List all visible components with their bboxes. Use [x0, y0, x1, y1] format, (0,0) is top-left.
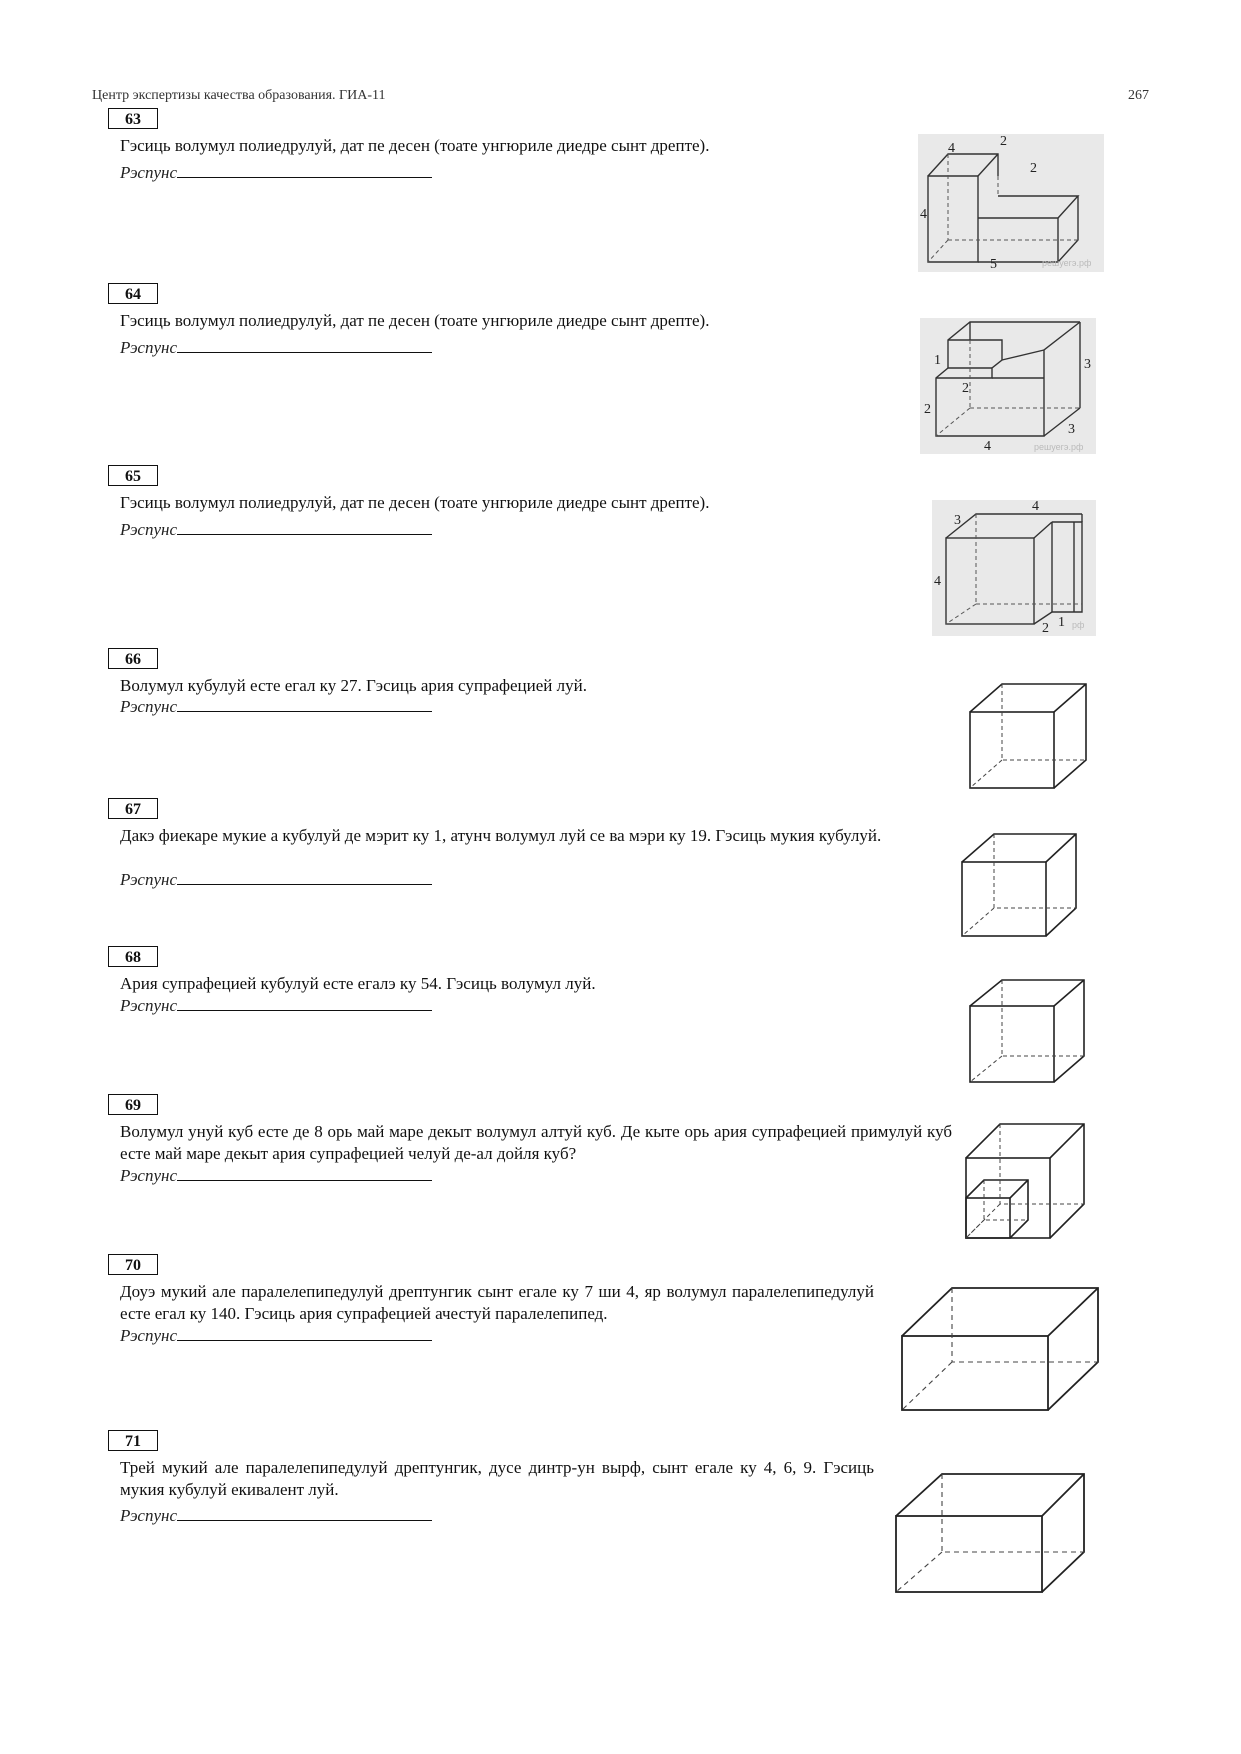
figure-63-polyhedron	[918, 134, 1104, 272]
answer-field[interactable]	[120, 996, 432, 1016]
answer-label: Рэспунс	[120, 163, 177, 182]
task-text: Волумул кубулуй есте егал ку 27. Гэсиць ария супрафецией луй.	[120, 676, 587, 695]
answer-line	[177, 1166, 432, 1181]
dim-label: 1	[934, 353, 941, 368]
task-number: 68	[108, 946, 158, 967]
figure-68-cube	[966, 976, 1090, 1086]
dim-label: 2	[962, 381, 969, 396]
answer-field[interactable]	[120, 1506, 432, 1526]
answer-label: Рэспунс	[120, 870, 177, 889]
dim-label: 4	[920, 207, 927, 222]
task-text: Гэсиць волумул полиедрулуй, дат пе десен (тоате унгюриле диедре сынт дрепте).	[120, 311, 710, 330]
task-number: 67	[108, 798, 158, 819]
answer-field[interactable]	[120, 1326, 432, 1346]
answer-label: Рэспунс	[120, 996, 177, 1015]
answer-field[interactable]	[120, 520, 432, 540]
figure-65-polyhedron	[932, 500, 1096, 636]
task-text: Волумул унуй куб есте де 8 орь май маре декыт волумул алтуй куб. Де кыте орь ария супрафецией примулуй куб есте май маре декыт ария супрафецией челуй де-ал дойля куб?	[120, 1122, 952, 1163]
figure-67-cube	[958, 830, 1082, 940]
page-number: 267	[1128, 88, 1149, 103]
dim-label: 1	[1058, 615, 1065, 630]
figure-71-box	[892, 1470, 1092, 1596]
dim-label: 4	[948, 141, 955, 156]
task-text: Ария супрафецией кубулуй есте егалэ ку 54. Гэсиць волумул луй.	[120, 974, 596, 993]
figure-69-two-cubes	[962, 1120, 1090, 1242]
task-number: 66	[108, 648, 158, 669]
task-text: Гэсиць волумул полиедрулуй, дат пе десен (тоате унгюриле диедре сынт дрепте).	[120, 493, 710, 512]
answer-field[interactable]	[120, 697, 432, 717]
dim-label: 3	[1068, 422, 1075, 437]
task-text: Трей мукий але паралелепипедулуй дрептунгик, дусе динтр-ун вырф, сынт егале ку 4, 6, 9. Гэсиць мукия кубулуй екивалент луй.	[120, 1458, 874, 1499]
dim-label: 3	[1084, 357, 1091, 372]
task-text: Гэсиць волумул полиедрулуй, дат пе десен (тоате унгюриле диедре сынт дрепте).	[120, 136, 710, 155]
answer-label: Рэспунс	[120, 520, 177, 539]
dim-label: 3	[954, 513, 961, 528]
watermark: рф	[1072, 620, 1085, 630]
answer-label: Рэспунс	[120, 1506, 177, 1525]
task-number: 70	[108, 1254, 158, 1275]
figure-70-box	[898, 1284, 1118, 1414]
task-text: Дакэ фиекаре мукие а кубулуй де мэрит ку 1, атунч волумул луй се ва мэри ку 19. Гэсиць мукия кубулуй.	[120, 826, 882, 845]
dim-label: 2	[1000, 134, 1007, 149]
dim-label: 5	[990, 257, 997, 272]
dim-label: 2	[1030, 161, 1037, 176]
answer-label: Рэспунс	[120, 1166, 177, 1185]
answer-field[interactable]	[120, 1166, 432, 1186]
answer-line	[177, 1326, 432, 1341]
answer-field[interactable]	[120, 870, 432, 890]
answer-line	[177, 338, 432, 353]
answer-line	[177, 697, 432, 712]
figure-64-polyhedron	[920, 318, 1096, 454]
answer-label: Рэспунс	[120, 1326, 177, 1345]
dim-label: 4	[934, 574, 941, 589]
answer-line	[177, 520, 432, 535]
task-number: 64	[108, 283, 158, 304]
task-number: 63	[108, 108, 158, 129]
task-number: 71	[108, 1430, 158, 1451]
answer-line	[177, 870, 432, 885]
header-title: Центр экспертизы качества образования. ГИА-11	[92, 88, 386, 103]
answer-line	[177, 996, 432, 1011]
dim-label: 4	[1032, 500, 1039, 514]
answer-label: Рэспунс	[120, 338, 177, 357]
dim-label: 2	[924, 402, 931, 417]
page-header	[92, 88, 1149, 108]
answer-line	[177, 1506, 432, 1521]
answer-field[interactable]	[120, 163, 432, 183]
dim-label: 2	[1042, 621, 1049, 636]
answer-line	[177, 163, 432, 178]
answer-field[interactable]	[120, 338, 432, 358]
figure-66-cube	[966, 680, 1098, 792]
answer-label: Рэспунс	[120, 697, 177, 716]
task-text: Доуэ мукий але паралелепипедулуй дрептунгик сынт егале ку 7 ши 4, яр волумул паралелепипедулуй есте егал ку 140. Гэсиць ария супрафецией ачестуй паралелепипед.	[120, 1282, 874, 1323]
watermark: решуегэ.рф	[1034, 442, 1084, 452]
task-number: 69	[108, 1094, 158, 1115]
dim-label: 4	[984, 439, 991, 454]
watermark: решуегэ.рф	[1042, 258, 1092, 268]
task-number: 65	[108, 465, 158, 486]
